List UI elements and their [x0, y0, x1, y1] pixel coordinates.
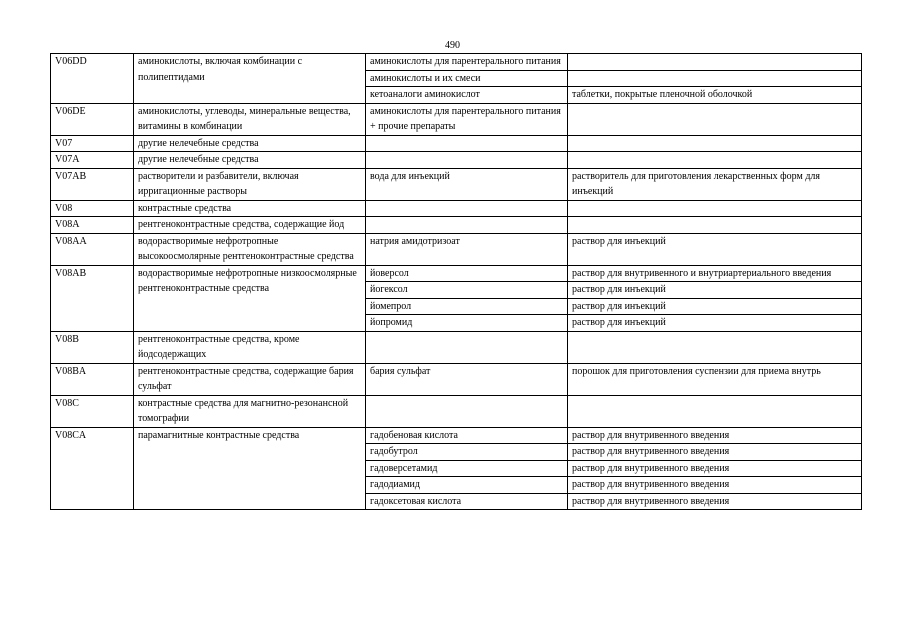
drug-name-cell: гадобутрол	[366, 444, 568, 461]
drug-name-cell	[366, 331, 568, 363]
table-row	[51, 265, 862, 282]
drug-group-cell: другие нелечебные средства	[134, 135, 366, 152]
drug-name-cell: аминокислоты и их смеси	[366, 70, 568, 87]
drug-name-cell: гадодиамид	[366, 477, 568, 494]
table-row	[51, 168, 862, 200]
table-row	[51, 363, 862, 395]
drug-group-cell: другие нелечебные средства	[134, 152, 366, 169]
drug-group-cell: рентгеноконтрастные средства, содержащие бария сульфат	[134, 363, 366, 395]
atc-code-cell: V08AB	[51, 265, 134, 331]
drug-name-cell	[366, 395, 568, 427]
drug-name-cell: бария сульфат	[366, 363, 568, 395]
table-row	[51, 395, 862, 427]
dosage-form-cell	[568, 395, 862, 427]
dosage-form-cell: раствор для инъекций	[568, 282, 862, 299]
atc-code-cell: V08	[51, 200, 134, 217]
table-row	[51, 217, 862, 234]
dosage-form-cell: раствор для инъекций	[568, 315, 862, 332]
table-row	[51, 54, 862, 71]
drug-name-cell	[366, 217, 568, 234]
drug-name-cell: йомепрол	[366, 298, 568, 315]
atc-code-cell: V07	[51, 135, 134, 152]
dosage-form-cell	[568, 103, 862, 135]
drug-name-cell: йоверсол	[366, 265, 568, 282]
drug-name-cell: гадоверсетамид	[366, 460, 568, 477]
atc-code-cell: V08B	[51, 331, 134, 363]
drug-name-cell: вода для инъекций	[366, 168, 568, 200]
table-row	[51, 152, 862, 169]
atc-code-cell: V08A	[51, 217, 134, 234]
drug-name-cell: гадобеновая кислота	[366, 427, 568, 444]
dosage-form-cell	[568, 152, 862, 169]
drug-name-cell: аминокислоты для парентерального питания + прочие препараты	[366, 103, 568, 135]
drug-group-cell: контрастные средства для магнитно-резонансной томографии	[134, 395, 366, 427]
table-row	[51, 103, 862, 135]
dosage-form-cell: раствор для инъекций	[568, 233, 862, 265]
drug-group-cell: рентгеноконтрастные средства, кроме йодсодержащих	[134, 331, 366, 363]
dosage-form-cell	[568, 331, 862, 363]
drug-group-cell: аминокислоты, углеводы, минеральные вещества, витамины в комбинации	[134, 103, 366, 135]
drug-group-cell: водорастворимые нефротропные высокоосмолярные рентгеноконтрастные средства	[134, 233, 366, 265]
drug-name-cell: йогексол	[366, 282, 568, 299]
table-body	[51, 54, 862, 510]
table-row	[51, 233, 862, 265]
drug-name-cell: натрия амидотризоат	[366, 233, 568, 265]
table-row	[51, 331, 862, 363]
dosage-form-cell: раствор для внутривенного введения	[568, 427, 862, 444]
drug-group-cell: водорастворимые нефротропные низкоосмолярные рентгеноконтрастные средства	[134, 265, 366, 331]
drug-group-cell: контрастные средства	[134, 200, 366, 217]
drug-group-cell: аминокислоты, включая комбинации с полипептидами	[134, 54, 366, 104]
atc-code-cell: V07A	[51, 152, 134, 169]
dosage-form-cell: порошок для приготовления суспензии для приема внутрь	[568, 363, 862, 395]
dosage-form-cell	[568, 54, 862, 71]
page-number: 490	[445, 40, 460, 51]
drug-group-cell: рентгеноконтрастные средства, содержащие йод	[134, 217, 366, 234]
drug-group-cell: парамагнитные контрастные средства	[134, 427, 366, 510]
dosage-form-cell: раствор для внутривенного введения	[568, 460, 862, 477]
dosage-form-cell: раствор для внутривенного введения	[568, 444, 862, 461]
dosage-form-cell: раствор для внутривенного и внутриартериального введения	[568, 265, 862, 282]
drug-name-cell: аминокислоты для парентерального питания	[366, 54, 568, 71]
atc-code-cell: V06DD	[51, 54, 134, 104]
drug-name-cell	[366, 135, 568, 152]
dosage-form-cell: раствор для инъекций	[568, 298, 862, 315]
drug-name-cell: гадоксетовая кислота	[366, 493, 568, 510]
drug-table	[50, 53, 862, 510]
dosage-form-cell: раствор для внутривенного введения	[568, 477, 862, 494]
dosage-form-cell	[568, 200, 862, 217]
drug-name-cell: йопромид	[366, 315, 568, 332]
dosage-form-cell: таблетки, покрытые пленочной оболочкой	[568, 87, 862, 104]
drug-name-cell	[366, 200, 568, 217]
drug-name-cell	[366, 152, 568, 169]
atc-code-cell: V08C	[51, 395, 134, 427]
atc-code-cell: V08AA	[51, 233, 134, 265]
dosage-form-cell	[568, 135, 862, 152]
dosage-form-cell	[568, 70, 862, 87]
table-row	[51, 427, 862, 444]
drug-name-cell: кетоаналоги аминокислот	[366, 87, 568, 104]
table-row	[51, 135, 862, 152]
atc-code-cell: V07AB	[51, 168, 134, 200]
dosage-form-cell: раствор для внутривенного введения	[568, 493, 862, 510]
dosage-form-cell	[568, 217, 862, 234]
atc-code-cell: V06DE	[51, 103, 134, 135]
table-row	[51, 200, 862, 217]
dosage-form-cell: растворитель для приготовления лекарственных форм для инъекций	[568, 168, 862, 200]
atc-code-cell: V08CA	[51, 427, 134, 510]
atc-code-cell: V08BA	[51, 363, 134, 395]
drug-group-cell: растворители и разбавители, включая ирригационные растворы	[134, 168, 366, 200]
